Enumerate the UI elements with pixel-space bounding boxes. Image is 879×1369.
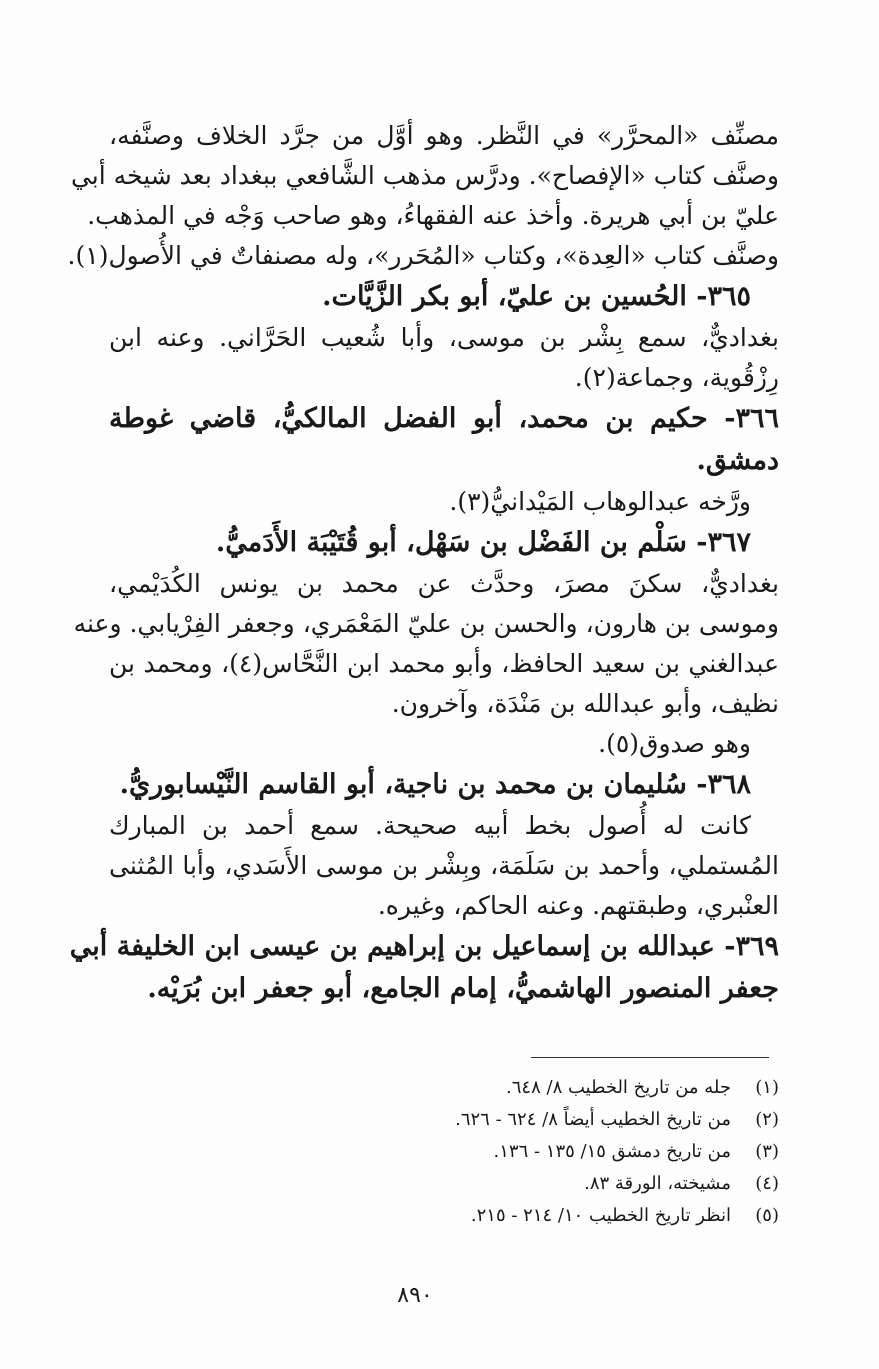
footnote-number: (٤) [755, 1173, 779, 1194]
body-line: وصنَّف كتاب «الإفصاح». ودرَّس مذهب الشَّافعي ببغداد بعد شيخه أبي [70, 161, 779, 190]
entry-heading-367: ٣٦٧- سَلْم بن الفَضْل بن سَهْل، أبو قُتَيْبَة الأَدَميُّ. [215, 527, 751, 558]
body-line: ورَّخه عبدالوهاب المَيْدانيُّ(٣). [449, 487, 751, 516]
footnote-5 [219, 1200, 779, 1232]
entry-heading-368: ٣٦٨- سُليمان بن محمد بن ناجية، أبو القاسم النَّيْسابوريُّ. [119, 769, 751, 800]
body-line: عبدالغني بن سعيد الحافظ، وأبو محمد ابن النَّحَّاس(٤)، ومحمد بن [109, 649, 779, 678]
footnote-1 [219, 1072, 779, 1104]
footnotes [219, 1072, 779, 1232]
page-number: ٨٩٠ [397, 1283, 433, 1308]
footnote-2 [219, 1104, 779, 1136]
body-line: مصنِّف «المحرَّر» في النَّظر. وهو أوَّل من جرَّد الخلاف وصنَّفه، [109, 121, 779, 150]
body-line: العنْبري، وطبقتهم. وعنه الحاكم، وغيره. [377, 891, 779, 920]
footnote-number: (٣) [755, 1141, 779, 1162]
body-line: بغداديٌّ، سمع بِشْر بن موسى، وأبا شُعيب الحَرَّاني. وعنه ابن [109, 323, 779, 352]
footnote-text: مشيخته، الورقة ٨٣. [584, 1173, 731, 1194]
entry-heading-366-cont: دمشق. [696, 445, 779, 476]
footnote-text: انظر تاريخ الخطيب ١٠/ ٢١٤ - ٢١٥. [470, 1205, 731, 1226]
footnote-number: (٢) [755, 1109, 779, 1130]
entry-heading-365: ٣٦٥- الحُسين بن عليّ، أبو بكر الزَّيَّات. [322, 281, 751, 312]
footnote-3 [219, 1136, 779, 1168]
footnote-number: (٥) [755, 1205, 779, 1226]
body-line: عليّ بن أبي هريرة. وأخذ عنه الفقهاءُ، وهو صاحب وَجْه في المذهب. [87, 201, 779, 230]
body-line: المُستملي، وأحمد بن سَلَمَة، وبِشْر بن موسى الأَسَدي، وأبا المُثنى [109, 851, 779, 880]
footnote-text: من تاريخ الخطيب أيضاً ٨/ ٦٢٤ - ٦٢٦. [455, 1109, 731, 1130]
body-line: بغداديٌّ، سكنَ مصرَ، وحدَّث عن محمد بن يونس الكُدَيْمي، [109, 569, 779, 598]
main-text [67, 116, 779, 1010]
body-line: وصنَّف كتاب «العِدة»، وكتاب «المُحَرر»، وله مصنفاتٌ في الأُصول(١). [67, 241, 779, 270]
footnote-4 [219, 1168, 779, 1200]
entry-heading-366: ٣٦٦- حكيم بن محمد، أبو الفضل المالكيُّ، قاضي غوطة [109, 403, 779, 434]
body-line: نظيف، وأبو عبدالله بن مَنْدَة، وآخرون. [391, 689, 779, 718]
entry-heading-369-cont: جعفر المنصور الهاشميُّ، إمام الجامع، أبو جعفر ابن بُرَيْه. [147, 973, 779, 1004]
footnote-text: جله من تاريخ الخطيب ٨/ ٦٤٨. [506, 1077, 731, 1098]
body-line: وموسى بن هارون، والحسن بن عليّ المَعْمَري، وجعفر الفِرْيابي. وعنه [73, 609, 779, 638]
footnote-text: من تاريخ دمشق ١٥/ ١٣٥ - ١٣٦. [493, 1141, 731, 1162]
body-line: رِزْقُوية، وجماعة(٢). [574, 363, 779, 392]
footnote-number: (١) [755, 1077, 779, 1098]
body-line: كانت له أُصول بخط أبيه صحيحة. سمع أحمد بن المبارك [109, 811, 751, 840]
entry-heading-369: ٣٦٩- عبدالله بن إسماعيل بن إبراهيم بن عيسى ابن الخليفة أبي [69, 931, 779, 962]
body-line: وهو صدوق(٥). [598, 729, 751, 758]
footnote-divider [531, 1057, 769, 1058]
